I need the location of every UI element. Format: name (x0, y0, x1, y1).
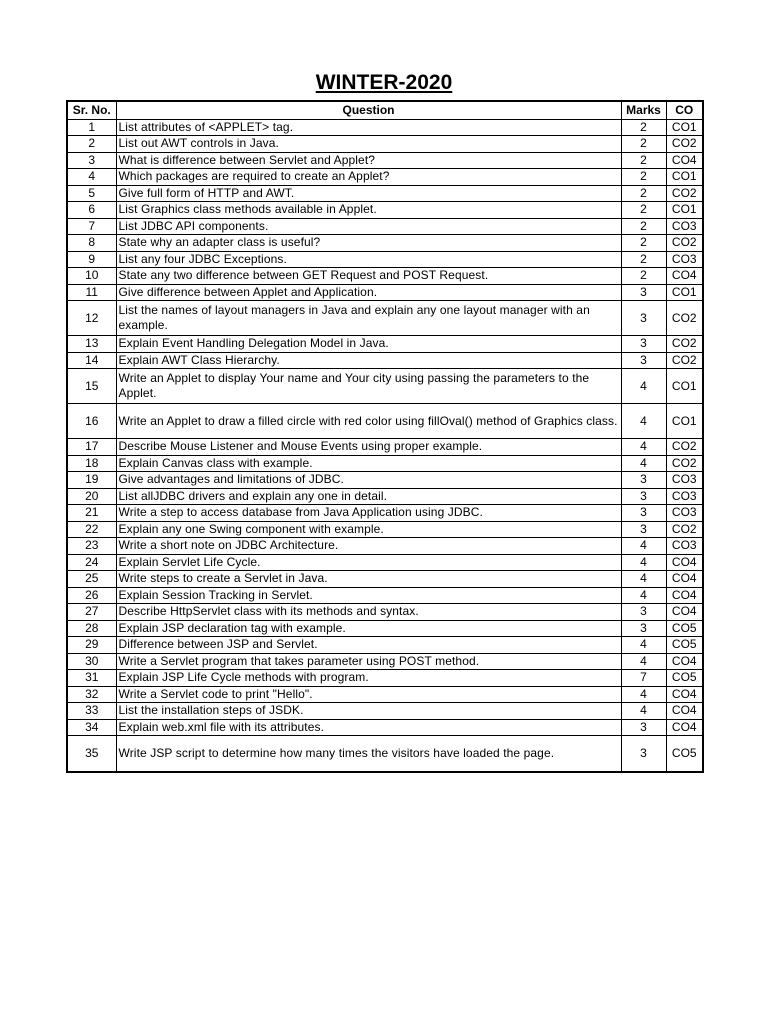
table-row (67, 169, 703, 186)
row-marks: 2 (621, 136, 666, 153)
row-marks: 4 (621, 369, 666, 404)
row-sr-no: 6 (67, 202, 116, 219)
row-question: List any four JDBC Exceptions. (116, 251, 621, 268)
row-sr-no: 29 (67, 637, 116, 654)
table-row (67, 703, 703, 720)
row-sr-no: 17 (67, 439, 116, 456)
row-sr-no: 25 (67, 571, 116, 588)
row-sr-no: 10 (67, 268, 116, 285)
table-row (67, 587, 703, 604)
row-co: CO3 (666, 251, 703, 268)
row-sr-no: 3 (67, 152, 116, 169)
row-co: CO4 (666, 152, 703, 169)
row-sr-no: 35 (67, 736, 116, 772)
table-row (67, 268, 703, 285)
row-question: Explain web.xml file with its attributes. (116, 719, 621, 736)
row-co: CO4 (666, 587, 703, 604)
row-sr-no: 24 (67, 554, 116, 571)
row-co: CO1 (666, 119, 703, 136)
row-sr-no: 27 (67, 604, 116, 621)
paper-title (0, 70, 768, 96)
row-co: CO5 (666, 670, 703, 687)
row-question: List out AWT controls in Java. (116, 136, 621, 153)
row-co: CO4 (666, 268, 703, 285)
row-question: Explain Servlet Life Cycle. (116, 554, 621, 571)
row-sr-no: 23 (67, 538, 116, 555)
row-co: CO5 (666, 736, 703, 772)
row-marks: 3 (621, 505, 666, 522)
table-row (67, 472, 703, 489)
row-marks: 2 (621, 185, 666, 202)
row-marks: 3 (621, 604, 666, 621)
row-question: Write JSP script to determine how many times the visitors have loaded the page. (116, 736, 621, 772)
header-question: Question (116, 101, 621, 119)
row-marks: 2 (621, 218, 666, 235)
row-question: List allJDBC drivers and explain any one in detail. (116, 488, 621, 505)
table-row (67, 538, 703, 555)
row-marks: 4 (621, 686, 666, 703)
row-co: CO5 (666, 637, 703, 654)
table-row (67, 653, 703, 670)
row-sr-no: 20 (67, 488, 116, 505)
row-question: Explain JSP declaration tag with example. (116, 620, 621, 637)
row-marks: 4 (621, 703, 666, 720)
row-co: CO2 (666, 352, 703, 369)
row-marks: 3 (621, 352, 666, 369)
table-row (67, 202, 703, 219)
row-question: State any two difference between GET Request and POST Request. (116, 268, 621, 285)
table-row (67, 185, 703, 202)
table-row (67, 235, 703, 252)
row-sr-no: 2 (67, 136, 116, 153)
table-row (67, 505, 703, 522)
row-question: Write a Servlet program that takes parameter using POST method. (116, 653, 621, 670)
row-marks: 4 (621, 404, 666, 439)
row-question: Explain Session Tracking in Servlet. (116, 587, 621, 604)
row-question: Explain Event Handling Delegation Model in Java. (116, 336, 621, 353)
row-sr-no: 28 (67, 620, 116, 637)
row-question: Write an Applet to draw a filled circle with red color using fillOval() method of Graphics class. (116, 404, 621, 439)
table-row (67, 455, 703, 472)
row-sr-no: 9 (67, 251, 116, 268)
row-marks: 2 (621, 268, 666, 285)
row-marks: 7 (621, 670, 666, 687)
question-table (66, 100, 704, 773)
row-marks: 2 (621, 169, 666, 186)
row-co: CO3 (666, 538, 703, 555)
row-co: CO2 (666, 185, 703, 202)
row-sr-no: 12 (67, 301, 116, 336)
row-marks: 3 (621, 336, 666, 353)
row-co: CO4 (666, 653, 703, 670)
table-row (67, 119, 703, 136)
row-marks: 4 (621, 538, 666, 555)
row-question: Difference between JSP and Servlet. (116, 637, 621, 654)
row-question: List the installation steps of JSDK. (116, 703, 621, 720)
row-sr-no: 26 (67, 587, 116, 604)
row-marks: 2 (621, 235, 666, 252)
header-sr-no: Sr. No. (67, 101, 116, 119)
table-row (67, 719, 703, 736)
row-question: Write steps to create a Servlet in Java. (116, 571, 621, 588)
table-row (67, 670, 703, 687)
row-marks: 3 (621, 472, 666, 489)
row-co: CO4 (666, 554, 703, 571)
table-row (67, 439, 703, 456)
table-row (67, 554, 703, 571)
row-marks: 2 (621, 202, 666, 219)
table-row (67, 136, 703, 153)
row-marks: 4 (621, 554, 666, 571)
row-sr-no: 8 (67, 235, 116, 252)
row-sr-no: 31 (67, 670, 116, 687)
row-sr-no: 11 (67, 284, 116, 301)
row-question: Write a Servlet code to print "Hello". (116, 686, 621, 703)
row-question: List Graphics class methods available in Applet. (116, 202, 621, 219)
question-table-body (67, 119, 703, 772)
row-sr-no: 21 (67, 505, 116, 522)
row-marks: 4 (621, 455, 666, 472)
row-co: CO4 (666, 719, 703, 736)
row-question: Explain AWT Class Hierarchy. (116, 352, 621, 369)
row-sr-no: 1 (67, 119, 116, 136)
row-question: Explain JSP Life Cycle methods with program. (116, 670, 621, 687)
header-marks: Marks (621, 101, 666, 119)
row-sr-no: 22 (67, 521, 116, 538)
row-marks: 3 (621, 284, 666, 301)
row-co: CO3 (666, 488, 703, 505)
row-marks: 4 (621, 653, 666, 670)
table-row (67, 404, 703, 439)
row-co: CO1 (666, 284, 703, 301)
row-co: CO3 (666, 505, 703, 522)
table-row (67, 521, 703, 538)
table-row (67, 604, 703, 621)
table-row (67, 218, 703, 235)
row-co: CO2 (666, 235, 703, 252)
table-row (67, 336, 703, 353)
row-question: List the names of layout managers in Java and explain any one layout manager with an example. (116, 301, 621, 336)
row-sr-no: 34 (67, 719, 116, 736)
row-marks: 3 (621, 620, 666, 637)
row-co: CO2 (666, 455, 703, 472)
row-marks: 4 (621, 571, 666, 588)
row-question: State why an adapter class is useful? (116, 235, 621, 252)
row-question: Which packages are required to create an Applet? (116, 169, 621, 186)
table-row (67, 301, 703, 336)
row-marks: 4 (621, 439, 666, 456)
row-marks: 2 (621, 152, 666, 169)
row-question: Write a short note on JDBC Architecture. (116, 538, 621, 555)
row-question: Describe HttpServlet class with its methods and syntax. (116, 604, 621, 621)
table-row (67, 571, 703, 588)
row-sr-no: 7 (67, 218, 116, 235)
row-question: List JDBC API components. (116, 218, 621, 235)
row-marks: 4 (621, 637, 666, 654)
row-sr-no: 19 (67, 472, 116, 489)
row-sr-no: 18 (67, 455, 116, 472)
row-marks: 2 (621, 251, 666, 268)
row-sr-no: 30 (67, 653, 116, 670)
row-marks: 3 (621, 719, 666, 736)
row-sr-no: 32 (67, 686, 116, 703)
table-row (67, 736, 703, 772)
row-sr-no: 33 (67, 703, 116, 720)
table-header-row (67, 101, 703, 119)
row-co: CO3 (666, 472, 703, 489)
row-question: Write a step to access database from Java Application using JDBC. (116, 505, 621, 522)
row-co: CO2 (666, 136, 703, 153)
row-marks: 4 (621, 587, 666, 604)
row-co: CO1 (666, 369, 703, 404)
row-co: CO1 (666, 202, 703, 219)
row-question: Give advantages and limitations of JDBC. (116, 472, 621, 489)
row-co: CO4 (666, 703, 703, 720)
table-row (67, 369, 703, 404)
row-question: Give difference between Applet and Application. (116, 284, 621, 301)
row-sr-no: 14 (67, 352, 116, 369)
table-row (67, 352, 703, 369)
row-co: CO1 (666, 169, 703, 186)
table-row (67, 637, 703, 654)
row-question: What is difference between Servlet and Applet? (116, 152, 621, 169)
row-sr-no: 13 (67, 336, 116, 353)
row-marks: 3 (621, 301, 666, 336)
table-row (67, 284, 703, 301)
table-row (67, 152, 703, 169)
table-row (67, 620, 703, 637)
row-co: CO1 (666, 404, 703, 439)
row-co: CO3 (666, 218, 703, 235)
row-co: CO2 (666, 336, 703, 353)
row-question: Write an Applet to display Your name and Your city using passing the parameters to the Applet. (116, 369, 621, 404)
row-sr-no: 5 (67, 185, 116, 202)
row-sr-no: 4 (67, 169, 116, 186)
row-question: Describe Mouse Listener and Mouse Events using proper example. (116, 439, 621, 456)
row-marks: 3 (621, 521, 666, 538)
table-row (67, 251, 703, 268)
row-co: CO5 (666, 620, 703, 637)
row-co: CO2 (666, 439, 703, 456)
row-question: Explain Canvas class with example. (116, 455, 621, 472)
row-question: Give full form of HTTP and AWT. (116, 185, 621, 202)
table-row (67, 686, 703, 703)
row-sr-no: 15 (67, 369, 116, 404)
row-co: CO4 (666, 686, 703, 703)
table-row (67, 488, 703, 505)
row-marks: 2 (621, 119, 666, 136)
row-co: CO2 (666, 521, 703, 538)
row-marks: 3 (621, 488, 666, 505)
header-co: CO (666, 101, 703, 119)
row-co: CO2 (666, 301, 703, 336)
row-question: Explain any one Swing component with example. (116, 521, 621, 538)
paper-title-text: WINTER-2020 (315, 71, 453, 94)
row-question: List attributes of <APPLET> tag. (116, 119, 621, 136)
row-co: CO4 (666, 604, 703, 621)
row-marks: 3 (621, 736, 666, 772)
row-co: CO4 (666, 571, 703, 588)
row-sr-no: 16 (67, 404, 116, 439)
